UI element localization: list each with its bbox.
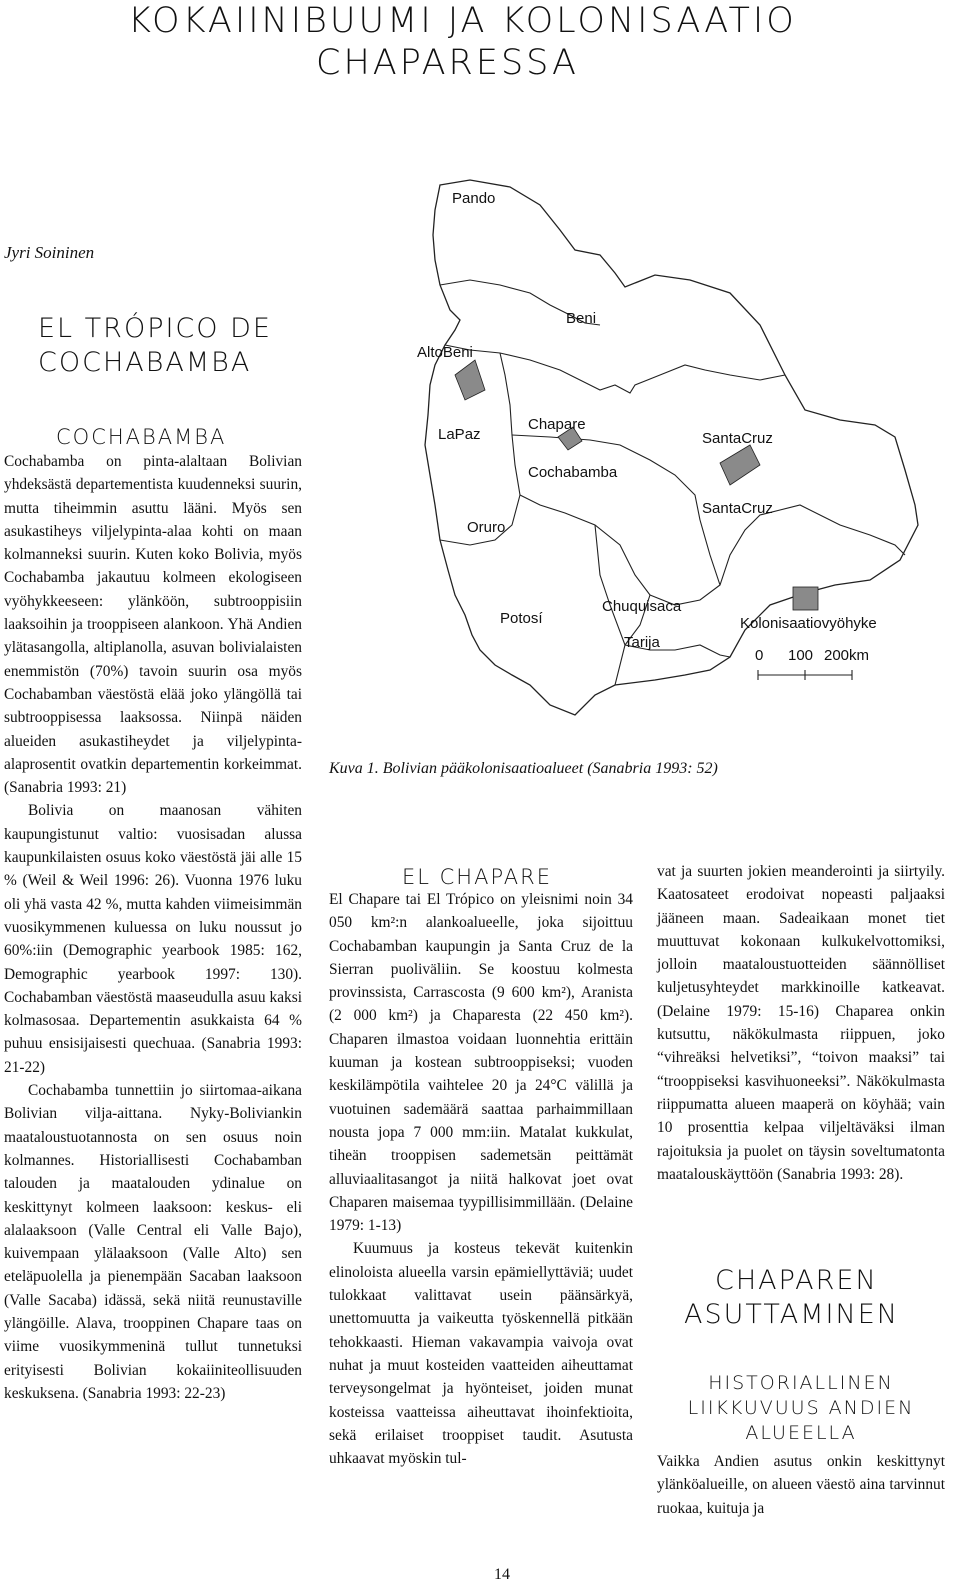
- article-title-line2: CHAPARESSA: [316, 43, 579, 83]
- paragraph: Bolivia on maanosan vähiten kaupungistunut valtio: vuosisadan alussa kaupunkilaisten osuus koko väestöstä jäi alle 15 % (Weil & Weil 1996: 26). Vuonna 1976 luku oli yhä vasta 42 %, mutta kahden viimeisimmän vuosikymmenen kuluessa on luku noussut jo 60%:iin (Demographic yearbook 1985: 162, Demographic yearbook 1997: 130). Cochabamban väestöstä maaseudulla asuu kaksi kolmasosaa. Departementin asukkaista 64 % puhuu ensisijaisesti quechuaa. (Sanabria 1993: 21-22): [4, 802, 302, 1076]
- altobeni-zone: [455, 360, 485, 400]
- subheading-line3: ALUEELLA: [745, 1422, 857, 1444]
- subheading-line2: LIIKKUVUUS ANDIEN: [687, 1397, 915, 1419]
- paragraph: vat ja suurten jokien meanderointi ja siirtyily. Kaatosateet erodoivat nopeasti paljaaksi jääneen maan. Sadeaikaan monet tiet muuttuvat kokonaan kulkukelvottomiksi, jolloin maataloustuotteiden säännölliset kuljetusyhteydet markkinoille katkeavat. (Delaine 1979: 15-16) Chaparea onkin kutsuttu, näkökulmasta riippuen, joko “vihreäksi helvetiksi”, “toivon maaksi” tai “trooppiseksi kasvihuoneeksi”. Näkökulmasta riippumatta alueen maaperä on köyhää; vain 10 prosenttia kelpaa viljeltäväksi ilman rajoituksia ja puolet on täysin soveltumatonta maatalouskäyttöön (Sanabria 1993: 28).: [657, 863, 945, 1183]
- scale-label-0: 0: [755, 647, 764, 664]
- subheading-line1: HISTORIALLINEN: [708, 1372, 894, 1394]
- bolivia-map: [400, 175, 940, 735]
- subsection-heading: COCHABAMBA: [56, 425, 227, 449]
- section-heading-el-chapare: EL CHAPARE: [402, 865, 553, 889]
- article-title-line1: KOKAIINIBUUMI JA KOLONISAATIO: [128, 1, 797, 41]
- paragraph: Kuumuus ja kosteus tekevät kuitenkin elinoloista alueella varsin epämiellyttäviä; uudet tulokkaat valittavat usein päänsärkyä, unettomuutta ja vaikeutta työskennellä pitkään tehokkaasti. Hieman vakavampia vaivoja ovat nuhat ja muut kosteiden vaatteiden aiheuttamat terveysongelmat ja hyönteiset, joiden munat kosteissa vaatteissa aiheuttavat ihoinfektioita, sekä erilaiset trooppiset taudit. Asutusta uhkaavat myöskin tul-: [329, 1240, 633, 1468]
- legend-label: Kolonisaatiovyöhyke: [740, 615, 877, 632]
- paragraph: Cochabamba on pinta-alaltaan Bolivian yhdeksästä departementista kuudenneksi suurin, mutta tiheimmin asuttu lääni. Myös sen asukastiheys viljelypinta-alaa kohti on maan kolmanneksi suurin. Kuten koko Bolivia, myös Cochabamba jakautuu kolmeen ekologiseen vyöhykkeeseen: ylänköön, subtrooppisiin laaksoihin ja trooppiseen alankoon. Yhä Andien ylätasangolla, altiplanolla, asuvan bolivialaisten enemmistön (70%) tavoin suurin osa myös Cochabamban väestöstä elää joko ylängöllä tai subtrooppisessa laaksossa. Niinpä näiden alueiden asukastiheydet ja viljelypinta-alaprosentit ovatkin departementin korkeimmat. (Sanabria 1993: 21): [4, 453, 302, 797]
- section-heading-chaparen-line1: CHAPAREN: [715, 1265, 878, 1296]
- label-lapaz: LaPaz: [438, 426, 481, 443]
- map-outline: [425, 180, 918, 715]
- legend-swatch: [793, 587, 818, 610]
- label-altobeni: AltoBeni: [417, 344, 473, 361]
- paragraph: Cochabamba tunnettiin jo siirtomaa-aikana Bolivian vilja-aittana. Nyky-Boliviankin maataloustuotannosta on sen osuus noin kolmannes. Historiallisesti Cochabamban talouden ja maatalouden ydinalue on keskittynyt kolmeen laaksoon: keskus- eli alalaaksoon (Valle Central eli Valle Bajo), kuivempaan ylälaaksoon (Valle Alto) sen eteläpuolella ja pienempään Sacaban laaksoon (Valle Sacaba) idässä, sekä niitä reunustaville ylängöille. Alava, trooppinen Chapare taas on viime vuosikymmeninä tullut tunnetuksi erityisesti Bolivian kokaiiniteollisuuden keskuksena. (Sanabria 1993: 22-23): [4, 1082, 302, 1402]
- label-santacruz-dept: SantaCruz: [702, 500, 773, 517]
- label-pando: Pando: [452, 190, 496, 207]
- scale-bar: [758, 670, 852, 680]
- figure-caption: Kuva 1. Bolivian pääkolonisaatioalueet (Sanabria 1993: 52): [329, 760, 718, 777]
- label-chapare: Chapare: [528, 416, 586, 433]
- label-beni: Beni: [566, 310, 597, 327]
- page-number: 14: [494, 1566, 510, 1583]
- paragraph: Vaikka Andien asutus onkin keskittynyt ylänköalueille, on alueen väestö aina tarvinnut ruokaa, kuituja ja: [657, 1453, 945, 1517]
- left-column-text: [4, 450, 302, 1405]
- paragraph: El Chapare tai El Trópico on yleisnimi noin 34 050 km²:n alankoalueelle, joka sijoittuu Cochabamban kaupungin ja Santa Cruz de la Sierran puoliväliin. Se koostuu kolmesta provinssista, Carrascosta (9 600 km²), Aranista (2 000 km²) ja Chaparesta (22 450 km²). Chaparen ilmastoa voidaan luonnehtia erittäin kuuman ja kostean subtrooppiseksi; vuoden keskilämpötila vaihtelee 20 ja 24°C välillä ja vuotuinen sademäärä saattaa parhaimmillaan nousta jopa 7 000 mm:iin. Matalat kukkulat, tiheän trooppisen sademetsän peittämät alluviaalitasangot ja niitä halkovat joet ovat Chaparen maisemaa tyypillisimmillään. (Delaine 1979: 1-13): [329, 891, 633, 1235]
- section-heading-line1: EL TRÓPICO DE: [38, 313, 272, 344]
- right-column-text: [657, 860, 945, 1186]
- santacruz-zone: [720, 445, 760, 485]
- scale-label-200: 200km: [824, 647, 870, 664]
- label-tarija: Tarija: [624, 634, 660, 651]
- label-santacruz-zone: SantaCruz: [702, 430, 773, 447]
- middle-column-text: [329, 888, 633, 1470]
- section-heading-chaparen-line2: ASUTTAMINEN: [684, 1299, 899, 1330]
- right-column-text-2: [657, 1450, 945, 1520]
- scale-label-100: 100: [788, 647, 814, 664]
- label-cochabamba: Cochabamba: [528, 464, 618, 481]
- section-heading-line2: COCHABAMBA: [38, 347, 252, 378]
- label-oruro: Oruro: [467, 519, 506, 536]
- label-chuquisaca: Chuquisaca: [602, 598, 682, 615]
- author: Jyri Soininen: [4, 243, 95, 262]
- label-potosi: Potosí: [500, 610, 543, 627]
